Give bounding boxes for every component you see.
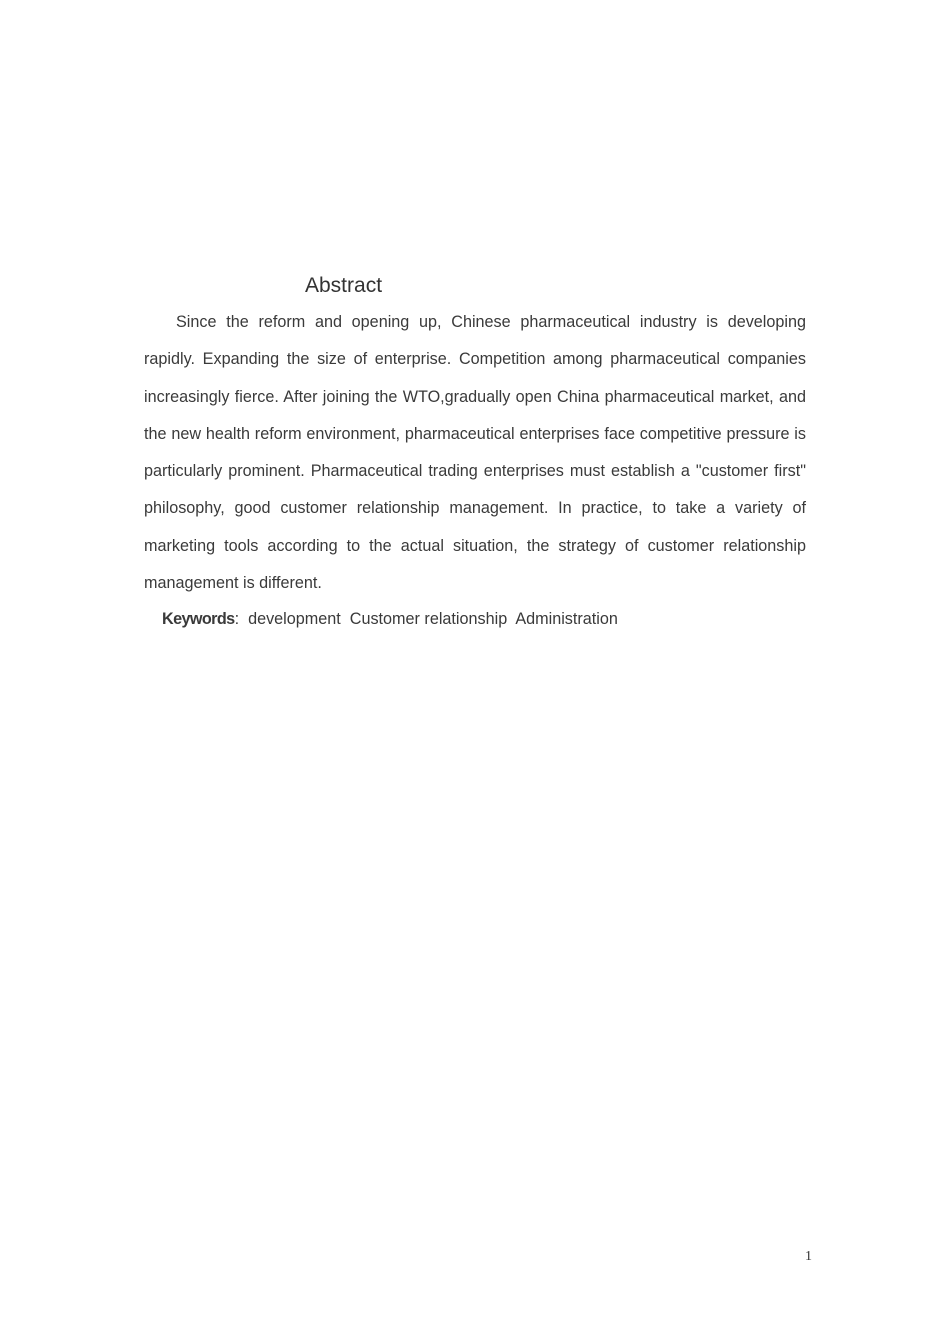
page-title: Abstract (305, 274, 383, 297)
abstract-paragraph: Since the reform and opening up, Chinese pharmaceutical industry is developing rapidly. Expanding the size of enterprise. Competition among pharmaceutical companies increasingly fierce. After joining the WTO,gradually open China pharmaceutical market, and the new health reform environment, pharmaceutical enterprises face competitive pressure is particularly prominent. Pharmaceutical trading enterprises must establish a "customer first" philosophy, good customer relationship management. In practice, to take a variety of marketing tools according to the actual situation, the strategy of customer relationship management is different. (144, 313, 806, 593)
keywords-line (162, 606, 618, 632)
keywords-label: Keywords (162, 610, 235, 628)
page-number: 1 (805, 1249, 812, 1264)
keywords-separator: : (234, 610, 249, 628)
keywords-text: development Customer relationship Administration (248, 610, 618, 628)
